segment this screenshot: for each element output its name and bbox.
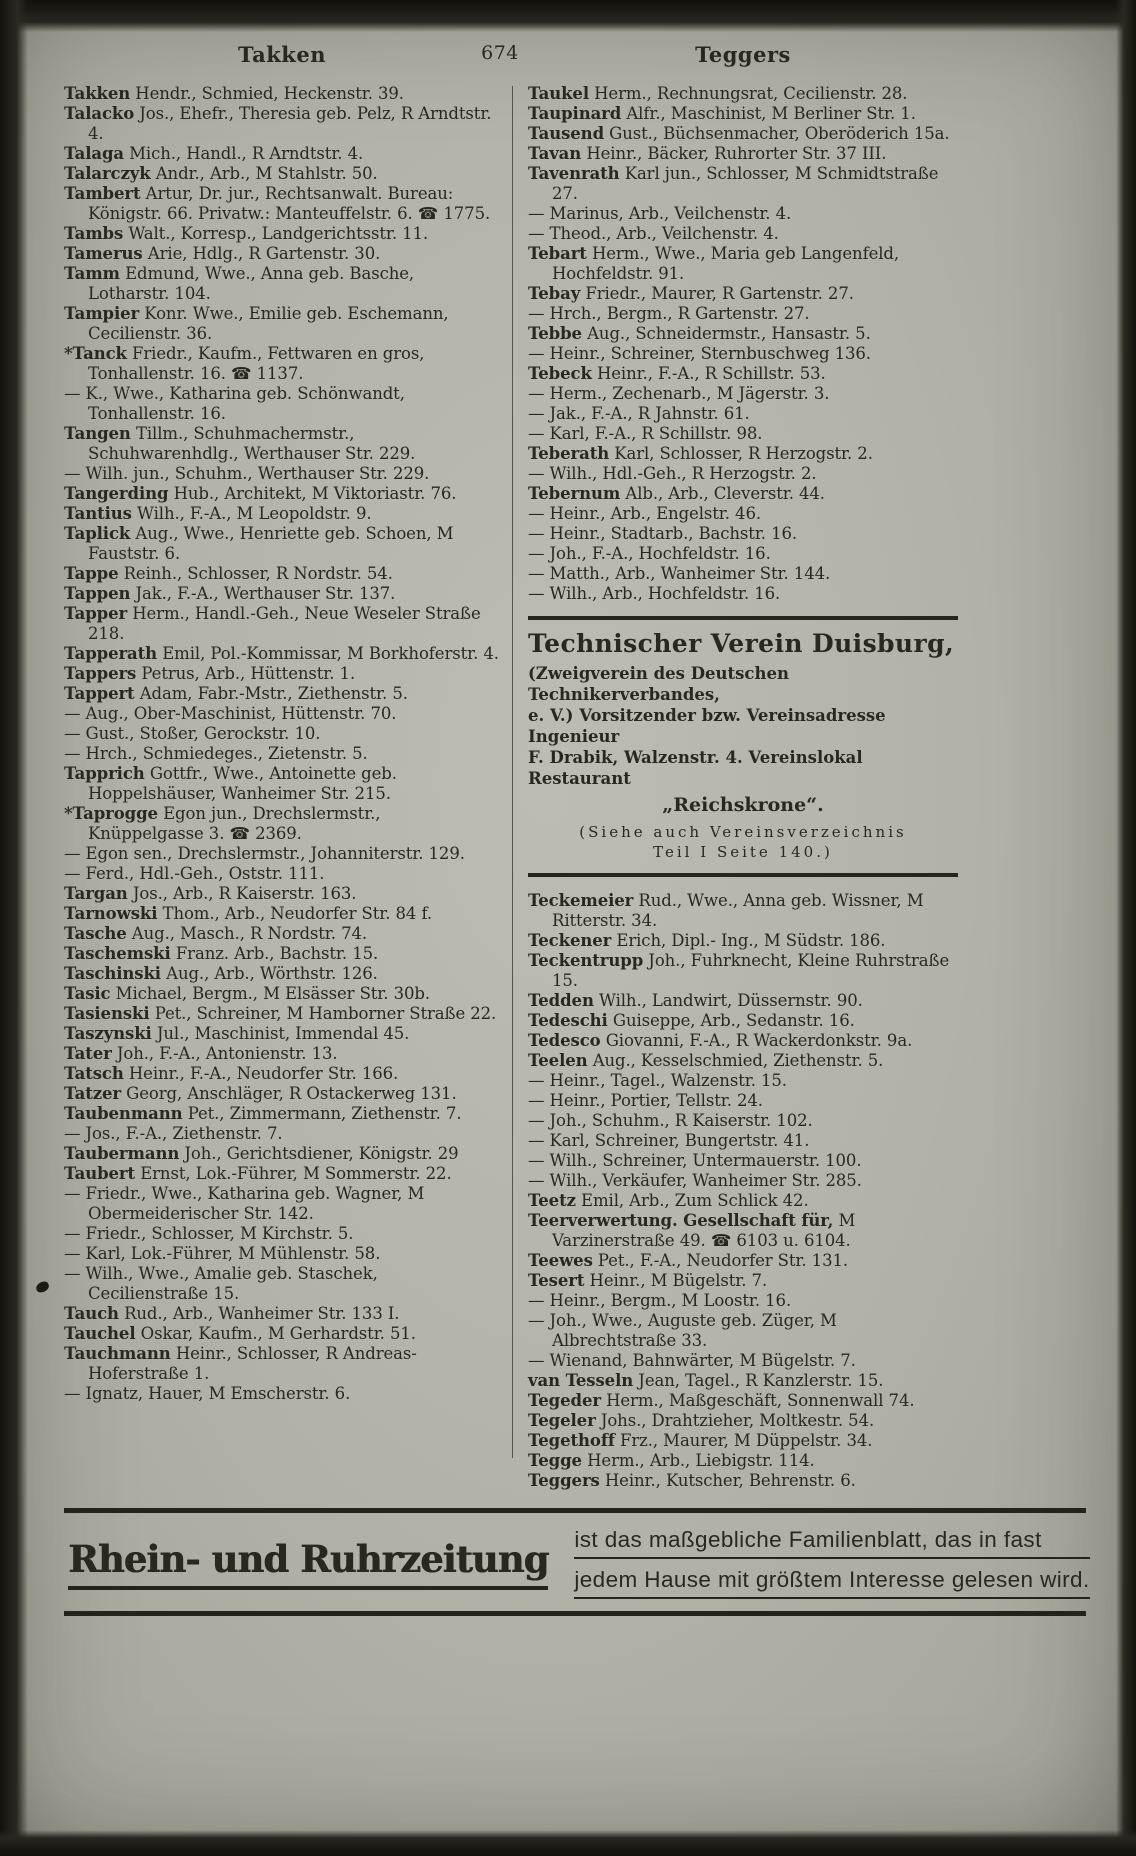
directory-entry <box>528 1371 958 1391</box>
directory-entry <box>64 184 500 224</box>
directory-entry <box>528 304 958 324</box>
entry-text: Joh., F.-A., Antonienstr. 13. <box>111 1044 338 1063</box>
entry-surname: Teckener <box>528 931 612 950</box>
directory-entry <box>528 1431 958 1451</box>
entry-text: — Karl, Schreiner, Bungertstr. 41. <box>528 1131 810 1150</box>
directory-entry <box>528 1411 958 1431</box>
entry-text: — Wienand, Bahnwärter, M Bügelstr. 7. <box>528 1351 856 1370</box>
entry-surname: Tamm <box>64 264 120 283</box>
notice-title: Technischer Verein Duisburg, <box>528 629 955 658</box>
directory-entry <box>64 104 500 144</box>
directory-entry <box>528 951 958 991</box>
directory-entry <box>528 1111 958 1131</box>
entry-text: — Wilh., Schreiner, Untermauerstr. 100. <box>528 1151 862 1170</box>
entry-surname: Tapper <box>64 604 128 623</box>
entry-text: Pet., Schreiner, M Hamborner Straße 22. <box>149 1004 497 1023</box>
entry-text: — Matth., Arb., Wanheimer Str. 144. <box>528 564 831 583</box>
ink-smudge <box>35 1280 50 1294</box>
entry-text: Reinh., Schlosser, R Nordstr. 54. <box>118 564 393 583</box>
entry-surname: Tebeck <box>528 364 592 383</box>
directory-entry <box>64 664 500 684</box>
entry-surname: Tapperath <box>64 644 158 663</box>
entry-text: — Wilh. jun., Schuhm., Werthauser Str. 229. <box>64 464 430 483</box>
directory-entry <box>64 984 500 1004</box>
entry-text: Jos., Ehefr., Theresia geb. Pelz, R Arndtstr. 4. <box>88 104 492 143</box>
entry-text: Aug., Kesselschmied, Ziethenstr. 5. <box>587 1051 884 1070</box>
left-column <box>64 84 500 1491</box>
entry-surname: Tauchmann <box>64 1344 171 1363</box>
directory-entry <box>528 1131 958 1151</box>
directory-entry <box>528 84 958 104</box>
directory-entry <box>528 324 958 344</box>
entry-text: — Heinr., Arb., Engelstr. 46. <box>528 504 761 523</box>
directory-entry <box>528 284 958 304</box>
scan-edge-top <box>0 0 1136 32</box>
entry-text: Pet., Zimmermann, Ziethenstr. 7. <box>182 1104 462 1123</box>
entry-text: Jean, Tagel., R Kanzlerstr. 15. <box>633 1371 884 1390</box>
entry-text: Heinr., F.-A., Neudorfer Str. 166. <box>123 1064 399 1083</box>
entry-text: — Wilh., Wwe., Amalie geb. Staschek, Cecilienstraße 15. <box>64 1264 378 1303</box>
entry-text: — Heinr., Portier, Tellstr. 24. <box>528 1091 763 1110</box>
directory-entry <box>64 564 500 584</box>
entry-surname: Teetz <box>528 1191 576 1210</box>
directory-entry <box>528 564 958 584</box>
entry-surname: Tedden <box>528 991 594 1010</box>
right-column-bottom-list <box>528 891 958 1491</box>
right-column-top-list <box>528 84 958 604</box>
directory-entry <box>64 1084 500 1104</box>
entry-surname: Tebart <box>528 244 587 263</box>
entry-surname: Teelen <box>528 1051 588 1070</box>
directory-entry <box>528 1451 958 1471</box>
entry-surname: Tavan <box>528 144 582 163</box>
entry-surname: Taubenmann <box>64 1104 183 1123</box>
entry-text: Herm., Handl.-Geh., Neue Weseler Straße 218. <box>88 604 481 643</box>
entry-surname: Tappert <box>64 684 135 703</box>
entry-text: — Heinr., Bergm., M Loostr. 16. <box>528 1291 792 1310</box>
entry-text: Aug., Wwe., Henriette geb. Schoen, M Fauststr. 6. <box>88 524 454 563</box>
entry-text: — Hrch., Schmiedeges., Zietenstr. 5. <box>64 744 368 763</box>
directory-entry <box>528 931 958 951</box>
entry-surname: Teckentrupp <box>528 951 644 970</box>
directory-entry <box>64 164 500 184</box>
entry-text: Karl jun., Schlosser, M Schmidtstraße 27. <box>552 164 939 203</box>
entry-text: Franz. Arb., Bachstr. 15. <box>170 944 379 963</box>
directory-entry <box>528 1191 958 1211</box>
entry-text: Wilh., F.-A., M Leopoldstr. 9. <box>131 504 372 523</box>
directory-entry <box>528 1311 958 1351</box>
newspaper-ad <box>64 1508 1090 1616</box>
directory-entry <box>64 344 500 384</box>
directory-entry <box>64 924 500 944</box>
entry-surname: Tebay <box>528 284 581 303</box>
directory-entry <box>528 384 958 404</box>
entry-text: Arie, Hdlg., R Gartenstr. 30. <box>142 244 381 263</box>
entry-text: Alfr., Maschinist, M Berliner Str. 1. <box>621 104 916 123</box>
entry-surname: Taplick <box>64 524 131 543</box>
entry-text: Friedr., Kaufm., Fettwaren en gros, Tonhallenstr. 16. ☎ 1137. <box>88 344 425 383</box>
directory-entry <box>528 1091 958 1111</box>
entry-text: Rud., Wwe., Anna geb. Wissner, M Ritterstr. 34. <box>552 891 924 930</box>
notice-venue: „Reichskrone“. <box>662 794 824 816</box>
entry-text: Adam, Fabr.-Mstr., Ziethenstr. 5. <box>134 684 408 703</box>
entry-text: Guiseppe, Arb., Sedanstr. 16. <box>607 1011 855 1030</box>
entry-text: Heinr., M Bügelstr. 7. <box>584 1271 768 1290</box>
ad-brand-title: Rhein- und Ruhrzeitung <box>68 1537 548 1590</box>
entry-surname: Tesert <box>528 1271 585 1290</box>
entry-surname: van Tesseln <box>528 1371 634 1390</box>
directory-entry <box>64 804 500 844</box>
entry-surname: Talacko <box>64 104 135 123</box>
directory-entry <box>64 84 500 104</box>
entry-text: Frz., Maurer, M Düppelstr. 34. <box>614 1431 873 1450</box>
directory-entry <box>528 891 958 931</box>
directory-entry <box>64 504 500 524</box>
entry-surname: Tapprich <box>64 764 145 783</box>
entry-surname: Tausend <box>528 124 605 143</box>
entry-surname: Tegeder <box>528 1391 601 1410</box>
entry-text: — Wilh., Hdl.-Geh., R Herzogstr. 2. <box>528 464 817 483</box>
entry-text: Alb., Arb., Cleverstr. 44. <box>620 484 825 503</box>
entry-surname: Tampier <box>64 304 140 323</box>
directory-entry <box>528 1151 958 1171</box>
entry-text: M Varzinerstraße 49. ☎ 6103 u. 6104. <box>552 1211 856 1250</box>
directory-entry <box>528 504 958 524</box>
directory-entry <box>528 224 958 244</box>
directory-entry <box>64 484 500 504</box>
scan-edge-left <box>0 0 28 1856</box>
directory-entry <box>64 844 500 864</box>
entry-surname: Tappen <box>64 584 131 603</box>
directory-entry <box>64 244 500 264</box>
directory-entry <box>528 584 958 604</box>
scan-edge-right <box>1116 0 1136 1856</box>
entry-surname: Taubert <box>64 1164 136 1183</box>
entry-surname: *Tanck <box>64 344 127 363</box>
entry-surname: Tangen <box>64 424 131 443</box>
directory-entry <box>528 164 958 204</box>
directory-entry <box>64 1064 500 1084</box>
directory-entry <box>64 1244 500 1264</box>
directory-entry <box>64 944 500 964</box>
directory-entry <box>64 704 500 724</box>
entry-surname: Tegethoff <box>528 1431 615 1450</box>
directory-entry <box>64 1264 500 1304</box>
directory-entry <box>64 524 500 564</box>
directory-entry <box>528 1351 958 1371</box>
entry-text: — Heinr., Stadtarb., Bachstr. 16. <box>528 524 798 543</box>
notice-line: (Zweigverein des Deutschen Technikerverbandes, <box>528 664 789 704</box>
directory-entry <box>64 1024 500 1044</box>
entry-text: Hendr., Schmied, Heckenstr. 39. <box>130 84 404 103</box>
entry-text: Michael, Bergm., M Elsässer Str. 30b. <box>110 984 430 1003</box>
entry-text: Herm., Maßgeschäft, Sonnenwall 74. <box>600 1391 915 1410</box>
directory-entry <box>64 684 500 704</box>
entry-surname: Tegge <box>528 1451 582 1470</box>
directory-entry <box>64 1224 500 1244</box>
entry-surname: Talarczyk <box>64 164 151 183</box>
directory-entry <box>64 644 500 664</box>
entry-surname: Tambert <box>64 184 141 203</box>
directory-entry <box>64 464 500 484</box>
entry-text: — Egon sen., Drechslermstr., Johanniterstr. 129. <box>64 844 465 863</box>
entry-text: Andr., Arb., M Stahlstr. 50. <box>150 164 378 183</box>
entry-surname: Tatzer <box>64 1084 121 1103</box>
directory-entry <box>64 1384 500 1404</box>
entry-text: Aug., Arb., Wörthstr. 126. <box>160 964 378 983</box>
directory-entry <box>64 764 500 804</box>
entry-surname: Tedeschi <box>528 1011 608 1030</box>
directory-entry <box>528 244 958 284</box>
directory-entry <box>528 344 958 364</box>
entry-text: — Joh., Wwe., Auguste geb. Züger, M Albrechtstraße 33. <box>528 1311 837 1350</box>
directory-entry <box>64 964 500 984</box>
directory-entry <box>528 524 958 544</box>
entry-text: Egon jun., Drechslermstr., Knüppelgasse 3. ☎ 2369. <box>88 804 381 843</box>
directory-entry <box>64 1184 500 1224</box>
entry-surname: Tappers <box>64 664 137 683</box>
directory-entry <box>64 1324 500 1344</box>
entry-text: Gottfr., Wwe., Antoinette geb. Hoppelshäuser, Wanheimer Str. 215. <box>88 764 397 803</box>
directory-entry <box>64 384 500 424</box>
entry-surname: Teerverwertung. Gesellschaft für, <box>528 1211 834 1230</box>
notice-line: e. V.) Vorsitzender bzw. Vereinsadresse Ingenieur <box>528 706 886 746</box>
directory-entry <box>528 1011 958 1031</box>
directory-entry <box>64 724 500 744</box>
directory-entry <box>528 464 958 484</box>
directory-entry <box>64 1044 500 1064</box>
directory-entry <box>528 1471 958 1491</box>
entry-text: Pet., F.-A., Neudorfer Str. 131. <box>592 1251 849 1270</box>
directory-entry <box>64 864 500 884</box>
entry-surname: Taschinski <box>64 964 161 983</box>
entry-text: — Karl, F.-A., R Schillstr. 98. <box>528 424 763 443</box>
entry-surname: Taszynski <box>64 1024 152 1043</box>
entry-text: Walt., Korresp., Landgerichtsstr. 11. <box>123 224 429 243</box>
entry-text: Herm., Arb., Liebigstr. 114. <box>581 1451 815 1470</box>
directory-entry <box>528 544 958 564</box>
directory-entry <box>64 1124 500 1144</box>
directory-entry <box>64 1104 500 1124</box>
ad-slogan-line1: ist das maßgebliche Familienblatt, das in fast <box>574 1527 1089 1559</box>
entry-text: Joh., Gerichtsdiener, Königstr. 29 <box>179 1144 459 1163</box>
entry-text: Petrus, Arb., Hüttenstr. 1. <box>136 664 356 683</box>
entry-surname: Teberath <box>528 444 610 463</box>
notice-reference-line2: Teil I Seite 140.) <box>653 843 833 861</box>
directory-entry <box>64 584 500 604</box>
directory-entry <box>528 484 958 504</box>
directory-entry <box>528 1391 958 1411</box>
entry-text: — Joh., F.-A., Hochfeldstr. 16. <box>528 544 771 563</box>
entry-surname: Targan <box>64 884 128 903</box>
entry-text: Friedr., Maurer, R Gartenstr. 27. <box>580 284 854 303</box>
association-notice <box>528 616 958 877</box>
entry-surname: Tambs <box>64 224 124 243</box>
directory-entry <box>528 1211 958 1251</box>
entry-text: Jak., F.-A., Werthauser Str. 137. <box>130 584 396 603</box>
entry-text: — Heinr., Tagel., Walzenstr. 15. <box>528 1071 787 1090</box>
entry-surname: Tebbe <box>528 324 582 343</box>
directory-entry <box>64 304 500 344</box>
directory-entry <box>528 104 958 124</box>
entry-text: Karl, Schlosser, R Herzogstr. 2. <box>609 444 873 463</box>
entry-text: — Ferd., Hdl.-Geh., Oststr. 111. <box>64 864 325 883</box>
entry-surname: Talaga <box>64 144 124 163</box>
entry-surname: Takken <box>64 84 131 103</box>
directory-entry <box>64 264 500 304</box>
entry-surname: Tasienski <box>64 1004 150 1023</box>
directory-entry <box>528 991 958 1011</box>
notice-line: F. Drabik, Walzenstr. 4. Vereinslokal Restaurant <box>528 748 863 788</box>
entry-text: Emil, Pol.-Kommissar, M Borkhoferstr. 4. <box>157 644 499 663</box>
directory-entry <box>64 884 500 904</box>
directory-entry <box>528 364 958 384</box>
directory-entry <box>64 424 500 464</box>
entry-surname: Taukel <box>528 84 589 103</box>
directory-entry <box>64 744 500 764</box>
entry-text: — Theod., Arb., Veilchenstr. 4. <box>528 224 779 243</box>
entry-text: Joh., Fuhrknecht, Kleine Ruhrstraße 15. <box>552 951 950 990</box>
entry-surname: Tater <box>64 1044 112 1063</box>
page-number: 674 <box>481 42 519 64</box>
directory-entry <box>64 904 500 924</box>
directory-entry <box>528 204 958 224</box>
entry-text: Herm., Rechnungsrat, Cecilienstr. 28. <box>589 84 908 103</box>
entry-text: — Friedr., Schlosser, M Kirchstr. 5. <box>64 1224 354 1243</box>
entry-text: — Ignatz, Hauer, M Emscherstr. 6. <box>64 1384 351 1403</box>
entry-text: Jos., Arb., R Kaiserstr. 163. <box>127 884 357 903</box>
entry-text: Rud., Arb., Wanheimer Str. 133 I. <box>118 1304 400 1323</box>
entry-text: Gust., Büchsenmacher, Oberöderich 15a. <box>604 124 950 143</box>
directory-entry <box>528 404 958 424</box>
ad-slogan <box>574 1527 1089 1599</box>
entry-surname: Tamerus <box>64 244 143 263</box>
entry-text: Edmund, Wwe., Anna geb. Basche, Lotharstr. 104. <box>88 264 415 303</box>
entry-text: Tillm., Schuhmachermstr., Schuhwarenhdlg., Werthauser Str. 229. <box>88 424 416 463</box>
directory-entry <box>528 444 958 464</box>
directory-entry <box>528 1251 958 1271</box>
directory-entry <box>528 1171 958 1191</box>
entry-surname: *Taprogge <box>64 804 158 823</box>
entry-text: — Wilh., Verkäufer, Wanheimer Str. 285. <box>528 1171 862 1190</box>
entry-text: Johs., Drahtzieher, Moltkestr. 54. <box>595 1411 875 1430</box>
entry-surname: Tauch <box>64 1304 119 1323</box>
entry-surname: Taubermann <box>64 1144 180 1163</box>
entry-text: Thom., Arb., Neudorfer Str. 84 f. <box>157 904 433 923</box>
header-keyword-right: Teggers <box>695 42 791 67</box>
entry-surname: Tangerding <box>64 484 169 503</box>
entry-text: Erich, Dipl.- Ing., M Südstr. 186. <box>611 931 886 950</box>
entry-surname: Tappe <box>64 564 119 583</box>
entry-text: — Heinr., Schreiner, Sternbuschweg 136. <box>528 344 871 363</box>
entry-text: Hub., Architekt, M Viktoriastr. 76. <box>168 484 457 503</box>
entry-text: Heinr., Kutscher, Behrenstr. 6. <box>599 1471 856 1490</box>
entry-text: Wilh., Landwirt, Düssernstr. 90. <box>593 991 863 1010</box>
directory-entry <box>64 1004 500 1024</box>
entry-text: — Jos., F.-A., Ziethenstr. 7. <box>64 1124 283 1143</box>
entry-surname: Tatsch <box>64 1064 124 1083</box>
directory-entry <box>64 1144 500 1164</box>
directory-entry <box>528 424 958 444</box>
entry-text: — Aug., Ober-Maschinist, Hüttenstr. 70. <box>64 704 397 723</box>
entry-surname: Tantius <box>64 504 132 523</box>
scan-edge-bottom <box>0 1830 1136 1856</box>
entry-surname: Tedesco <box>528 1031 601 1050</box>
directory-entry <box>64 1344 500 1384</box>
entry-text: Heinr., Bäcker, Ruhrorter Str. 37 III. <box>581 144 887 163</box>
directory-entry <box>528 1031 958 1051</box>
entry-surname: Tegeler <box>528 1411 596 1430</box>
entry-surname: Tavenrath <box>528 164 620 183</box>
entry-text: Giovanni, F.-A., R Wackerdonkstr. 9a. <box>600 1031 913 1050</box>
entry-text: Emil, Arb., Zum Schlick 42. <box>575 1191 809 1210</box>
entry-text: Aug., Schneidermstr., Hansastr. 5. <box>581 324 871 343</box>
entry-text: Jul., Maschinist, Immendal 45. <box>151 1024 410 1043</box>
directory-entry <box>528 144 958 164</box>
directory-entry <box>528 1291 958 1311</box>
entry-text: — Karl, Lok.-Führer, M Mühlenstr. 58. <box>64 1244 381 1263</box>
directory-entry <box>64 224 500 244</box>
entry-text: Heinr., F.-A., R Schillstr. 53. <box>591 364 826 383</box>
entry-surname: Teckemeier <box>528 891 634 910</box>
entry-text: — Gust., Stoßer, Gerockstr. 10. <box>64 724 321 743</box>
directory-entry <box>528 1071 958 1091</box>
entry-text: Oskar, Kaufm., M Gerhardstr. 51. <box>135 1324 416 1343</box>
entry-surname: Tauchel <box>64 1324 136 1343</box>
directory-entry <box>64 1304 500 1324</box>
entry-text: Mich., Handl., R Arndtstr. 4. <box>123 144 364 163</box>
entry-surname: Teewes <box>528 1251 593 1270</box>
entry-surname: Taschemski <box>64 944 171 963</box>
entry-text: — Friedr., Wwe., Katharina geb. Wagner, M Obermeiderischer Str. 142. <box>64 1184 425 1223</box>
entry-text: Konr. Wwe., Emilie geb. Eschemann, Cecilienstr. 36. <box>88 304 449 343</box>
ad-slogan-line2: jedem Hause mit größtem Interesse gelesen wird. <box>574 1567 1089 1599</box>
entry-text: Heinr., Schlosser, R Andreas-Hoferstraße 1. <box>88 1344 417 1383</box>
entry-text: Artur, Dr. jur., Rechtsanwalt. Bureau: Königstr. 66. Privatw.: Manteuffelstr. 6. ☎ 1775. <box>88 184 491 223</box>
entry-text: Aug., Masch., R Nordstr. 74. <box>126 924 368 943</box>
entry-text: Georg, Anschläger, R Ostackerweg 131. <box>120 1084 457 1103</box>
entry-text: — Joh., Schuhm., R Kaiserstr. 102. <box>528 1111 813 1130</box>
entry-text: — K., Wwe., Katharina geb. Schönwandt, Tonhallenstr. 16. <box>64 384 405 423</box>
entry-surname: Tebernum <box>528 484 621 503</box>
right-column <box>528 84 958 1491</box>
directory-columns <box>64 84 958 1491</box>
entry-surname: Tasic <box>64 984 111 1003</box>
entry-surname: Tasche <box>64 924 127 943</box>
notice-reference-line1: (Siehe auch Vereinsverzeichnis <box>579 823 907 841</box>
directory-entry <box>64 604 500 644</box>
entry-surname: Tarnowski <box>64 904 158 923</box>
directory-entry <box>64 1164 500 1184</box>
directory-entry <box>528 1051 958 1071</box>
entry-text: — Marinus, Arb., Veilchenstr. 4. <box>528 204 792 223</box>
directory-entry <box>528 1271 958 1291</box>
header-keyword-left: Takken <box>238 42 326 67</box>
entry-text: — Wilh., Arb., Hochfeldstr. 16. <box>528 584 781 603</box>
entry-surname: Taupinard <box>528 104 622 123</box>
entry-text: — Jak., F.-A., R Jahnstr. 61. <box>528 404 750 423</box>
entry-text: Herm., Wwe., Maria geb Langenfeld, Hochfeldstr. 91. <box>552 244 900 283</box>
directory-entry <box>528 124 958 144</box>
entry-text: — Hrch., Bergm., R Gartenstr. 27. <box>528 304 810 323</box>
directory-entry <box>64 144 500 164</box>
entry-text: — Herm., Zechenarb., M Jägerstr. 3. <box>528 384 830 403</box>
entry-surname: Teggers <box>528 1471 600 1490</box>
entry-text: Ernst, Lok.-Führer, M Sommerstr. 22. <box>135 1164 452 1183</box>
